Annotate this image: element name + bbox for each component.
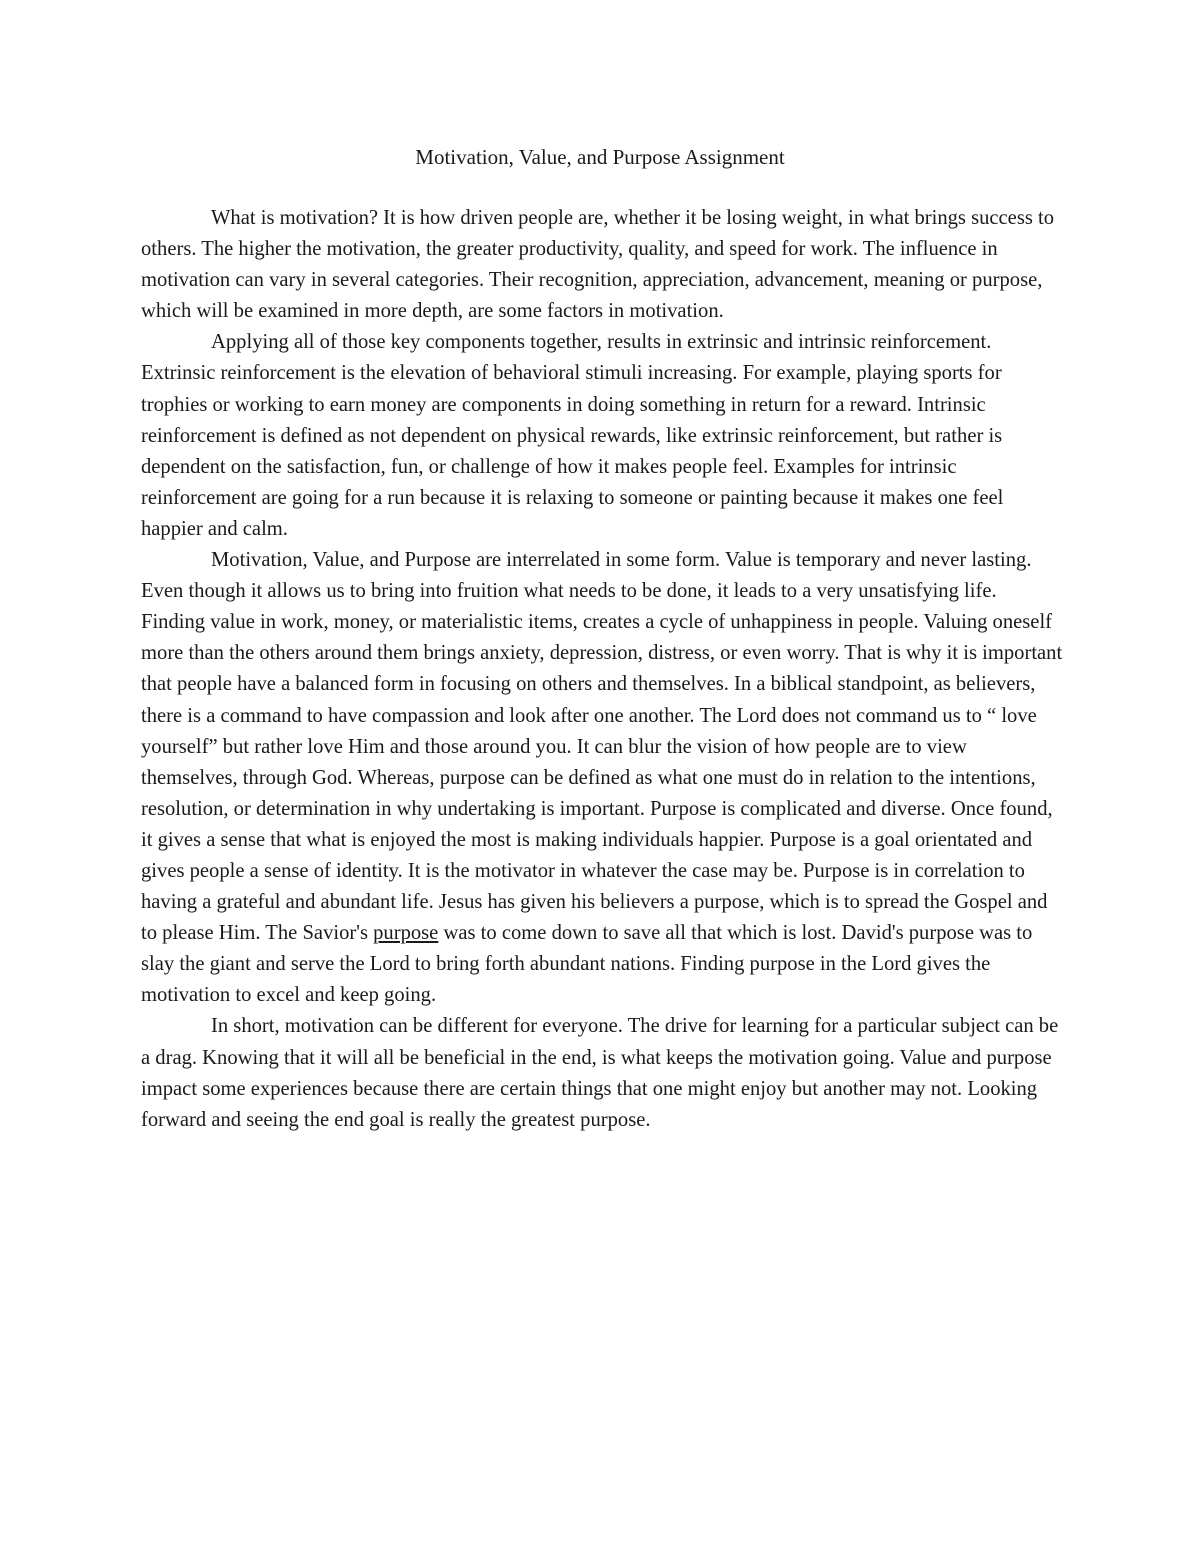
paragraph-1: What is motivation? It is how driven people are, whether it be losing weight, in what brings success to others. The higher the motivation, the greater productivity, quality, and speed for work. The influence in motivation can vary in several categories. Their recognition, appreciation, advancement, meaning or purpose, which will be examined in more depth, are some factors in motivation.: [141, 207, 1055, 323]
underlined-word-purpose: purpose: [373, 922, 439, 945]
paragraph-3: [141, 545, 1063, 1011]
paragraph-2: Applying all of those key components together, results in extrinsic and intrinsic reinforcement. Extrinsic reinforcement is the elevation of behavioral stimuli increasing. For example, playing sports for trophies or working to earn money are components in doing something in return for a reward. Intrinsic reinforcement is defined as not dependent on physical rewards, like extrinsic reinforcement, but rather is dependent on the satisfaction, fun, or challenge of how it makes people feel. Examples for intrinsic reinforcement are going for a run because it is relaxing to someone or painting because it makes one feel happier and calm.: [141, 331, 1004, 540]
document-body: [141, 203, 1063, 1136]
paragraph-3-text-before: Motivation, Value, and Purpose are interrelated in some form. Value is temporary and never lasting. Even though it allows us to bring into fruition what needs to be done, it leads to a very unsatisfying life. Finding value in work, money, or materialistic items, creates a cycle of unhappiness in people. Valuing oneself more than the others around them brings anxiety, depression, distress, or even worry. That is why it is important that people have a balanced form in focusing on others and themselves. In a biblical standpoint, as believers, there is a command to have compassion and look after one another. The Lord does not command us to “ love yourself” but rather love Him and those around you. It can blur the vision of how people are to view themselves, through God. Whereas, purpose can be defined as what one must do in relation to the intentions, resolution, or determination in why undertaking is important. Purpose is complicated and diverse. Once found, it gives a sense that what is enjoyed the most is making individuals happier. Purpose is a goal orientated and gives people a sense of identity. It is the motivator in whatever the case may be. Purpose is in correlation to having a grateful and abundant life. Jesus has given his believers a purpose, which is to spread the Gospel and to please Him. The Savior's: [141, 549, 1063, 945]
paragraph-3-text-after: was to come down to save all that which is lost. David's purpose was to slay the giant and serve the Lord to bring forth abundant nations. Finding purpose in the Lord gives the motivation to excel and keep going.: [141, 922, 1033, 1007]
paragraph-4: In short, motivation can be different for everyone. The drive for learning for a particular subject can be a drag. Knowing that it will all be beneficial in the end, is what keeps the motivation going. Value and purpose impact some experiences because there are certain things that one might enjoy but another may not. Looking forward and seeing the end goal is really the greatest purpose.: [141, 1015, 1059, 1131]
document-title: Motivation, Value, and Purpose Assignment: [415, 145, 785, 169]
